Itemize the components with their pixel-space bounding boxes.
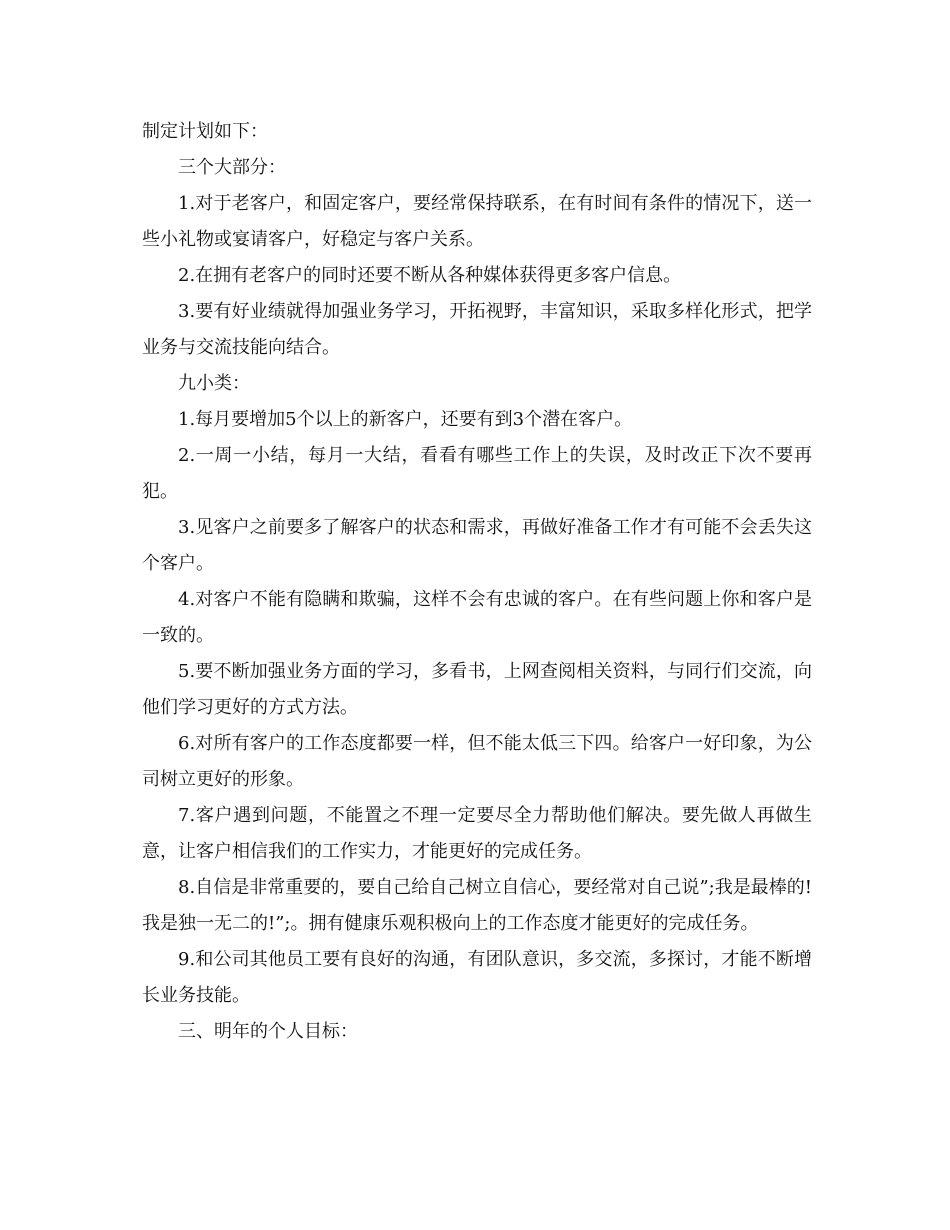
heading-nine-categories: 九小类： <box>178 373 250 394</box>
paragraph-intro: 制定计划如下： <box>142 121 268 142</box>
paragraph-category-2: 2.一周一小结，每月一大结，看看有哪些工作上的失误，及时改正下次不要再犯。 <box>142 445 812 502</box>
heading-three-parts: 三个大部分： <box>178 157 286 178</box>
paragraph-category-9: 9.和公司其他员工要有良好的沟通，有团队意识，多交流，多探讨，才能不断增长业务技能。 <box>142 949 812 1006</box>
paragraph-category-7: 7.客户遇到问题，不能置之不理一定要尽全力帮助他们解决。要先做人再做生意，让客户相信我们的工作实力，才能更好的完成任务。 <box>142 805 812 862</box>
paragraph-category-1: 1.每月要增加5个以上的新客户，还要有到3个潜在客户。 <box>178 409 633 430</box>
paragraph-category-8: 8.自信是非常重要的，要自己给自己树立自信心，要经常对自己说”;我是最棒的!我是独一无二的!”;。拥有健康乐观积极向上的工作态度才能更好的完成任务。 <box>142 877 812 934</box>
heading-next-year-goals: 三、明年的个人目标： <box>178 1021 358 1042</box>
document-body <box>142 114 812 1050</box>
paragraph-category-3: 3.见客户之前要多了解客户的状态和需求，再做好准备工作才有可能不会丢失这个客户。 <box>142 517 812 574</box>
paragraph-category-6: 6.对所有客户的工作态度都要一样，但不能太低三下四。给客户一好印象，为公司树立更好的形象。 <box>142 733 812 790</box>
paragraph-part-2: 2.在拥有老客户的同时还要不断从各种媒体获得更多客户信息。 <box>178 265 682 286</box>
paragraph-part-3: 3.要有好业绩就得加强业务学习，开拓视野，丰富知识，采取多样化形式，把学业务与交流技能向结合。 <box>142 301 812 358</box>
paragraph-category-4: 4.对客户不能有隐瞒和欺骗，这样不会有忠诚的客户。在有些问题上你和客户是一致的。 <box>142 589 812 646</box>
paragraph-part-1: 1.对于老客户，和固定客户，要经常保持联系，在有时间有条件的情况下，送一些小礼物或宴请客户，好稳定与客户关系。 <box>142 193 812 250</box>
paragraph-category-5: 5.要不断加强业务方面的学习，多看书，上网查阅相关资料，与同行们交流，向他们学习更好的方式方法。 <box>142 661 812 718</box>
